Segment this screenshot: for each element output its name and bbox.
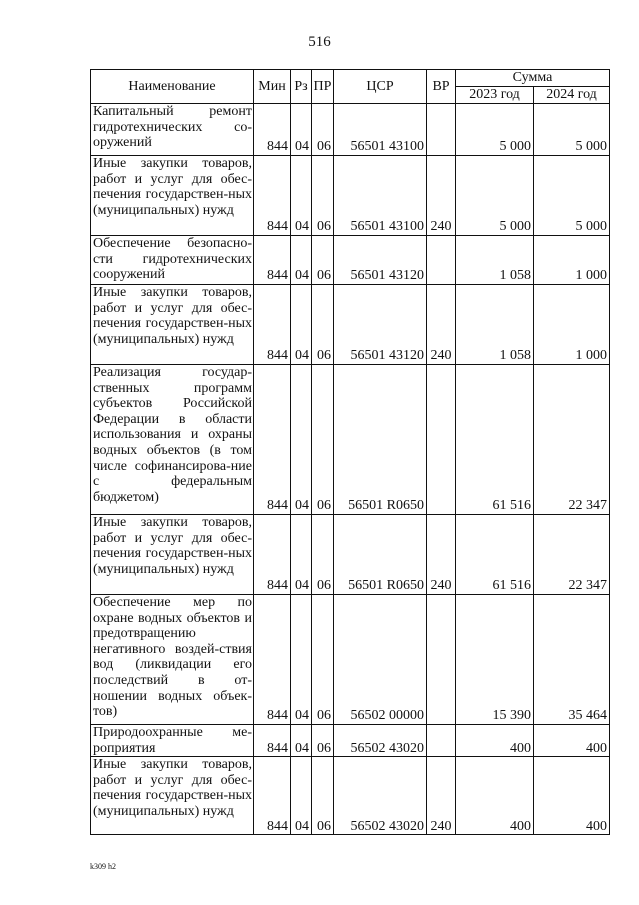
cell-pr: 06 <box>312 365 334 515</box>
cell-min: 844 <box>254 365 291 515</box>
table-row <box>91 595 610 725</box>
cell-min: 844 <box>254 156 291 236</box>
header-vr: ВР <box>427 70 456 104</box>
cell-2024: 1 000 <box>534 285 610 365</box>
cell-rz: 04 <box>291 515 312 595</box>
table-row <box>91 365 610 515</box>
header-pr: ПР <box>312 70 334 104</box>
budget-table <box>90 69 610 835</box>
cell-2024: 22 347 <box>534 515 610 595</box>
cell-2023: 15 390 <box>456 595 534 725</box>
cell-min: 844 <box>254 104 291 156</box>
cell-name: Реализация государ-ственных программ субъектов Российской Федерации в области использования и охраны водных объектов (в том числе софинансирова-ние с федеральным бюджетом) <box>91 365 254 515</box>
cell-2024: 35 464 <box>534 595 610 725</box>
table-row <box>91 725 610 757</box>
cell-vr: 240 <box>427 757 456 835</box>
cell-vr <box>427 725 456 757</box>
header-year-2024: 2024 год <box>534 87 610 104</box>
header-year-2023: 2023 год <box>456 87 534 104</box>
cell-pr: 06 <box>312 515 334 595</box>
cell-rz: 04 <box>291 725 312 757</box>
table-body <box>91 104 610 835</box>
cell-csr: 56502 43020 <box>334 725 427 757</box>
cell-2024: 400 <box>534 757 610 835</box>
cell-rz: 04 <box>291 236 312 285</box>
cell-min: 844 <box>254 757 291 835</box>
cell-2023: 1 058 <box>456 236 534 285</box>
cell-pr: 06 <box>312 757 334 835</box>
footer-code: k309 h2 <box>90 862 116 871</box>
table-row <box>91 285 610 365</box>
header-csr: ЦСР <box>334 70 427 104</box>
cell-vr <box>427 236 456 285</box>
cell-rz: 04 <box>291 595 312 725</box>
cell-name: Иные закупки товаров, работ и услуг для обес-печения государствен-ных (муниципальных) нужд <box>91 757 254 835</box>
cell-csr: 56501 R0650 <box>334 515 427 595</box>
cell-2024: 5 000 <box>534 104 610 156</box>
cell-min: 844 <box>254 595 291 725</box>
cell-min: 844 <box>254 515 291 595</box>
cell-rz: 04 <box>291 156 312 236</box>
cell-min: 844 <box>254 285 291 365</box>
cell-name: Обеспечение безопасно-сти гидротехнических сооружений <box>91 236 254 285</box>
cell-2024: 400 <box>534 725 610 757</box>
cell-vr: 240 <box>427 156 456 236</box>
table-row <box>91 156 610 236</box>
cell-rz: 04 <box>291 365 312 515</box>
cell-min: 844 <box>254 236 291 285</box>
cell-csr: 56501 43100 <box>334 104 427 156</box>
cell-name: Капитальный ремонт гидротехнических со-оружений <box>91 104 254 156</box>
cell-vr <box>427 104 456 156</box>
cell-2024: 1 000 <box>534 236 610 285</box>
cell-2023: 61 516 <box>456 365 534 515</box>
cell-rz: 04 <box>291 285 312 365</box>
cell-2023: 400 <box>456 757 534 835</box>
cell-pr: 06 <box>312 595 334 725</box>
cell-csr: 56501 43100 <box>334 156 427 236</box>
cell-pr: 06 <box>312 156 334 236</box>
cell-2024: 5 000 <box>534 156 610 236</box>
header-rz: Рз <box>291 70 312 104</box>
page-number: 516 <box>308 34 331 50</box>
cell-vr: 240 <box>427 285 456 365</box>
cell-vr <box>427 365 456 515</box>
cell-rz: 04 <box>291 104 312 156</box>
cell-csr: 56501 43120 <box>334 285 427 365</box>
cell-pr: 06 <box>312 285 334 365</box>
cell-vr <box>427 595 456 725</box>
table-row <box>91 515 610 595</box>
header-sum: Сумма <box>456 70 610 87</box>
cell-csr: 56502 00000 <box>334 595 427 725</box>
cell-name: Иные закупки товаров, работ и услуг для обес-печения государствен-ных (муниципальных) нужд <box>91 156 254 236</box>
cell-name: Иные закупки товаров, работ и услуг для обес-печения государствен-ных (муниципальных) нужд <box>91 515 254 595</box>
table-row <box>91 104 610 156</box>
cell-name: Природоохранные ме-роприятия <box>91 725 254 757</box>
cell-2023: 61 516 <box>456 515 534 595</box>
cell-name: Иные закупки товаров, работ и услуг для обес-печения государствен-ных (муниципальных) нужд <box>91 285 254 365</box>
cell-vr: 240 <box>427 515 456 595</box>
cell-rz: 04 <box>291 757 312 835</box>
cell-min: 844 <box>254 725 291 757</box>
cell-2023: 5 000 <box>456 104 534 156</box>
cell-csr: 56501 43120 <box>334 236 427 285</box>
cell-pr: 06 <box>312 104 334 156</box>
table-row <box>91 757 610 835</box>
cell-name: Обеспечение мер по охране водных объектов и предотвращению негативного воздей-ствия вод (ликвидации его последствий в от-ношении водных объек-тов) <box>91 595 254 725</box>
header-name: Наименование <box>91 70 254 104</box>
cell-2023: 400 <box>456 725 534 757</box>
cell-csr: 56501 R0650 <box>334 365 427 515</box>
cell-2023: 5 000 <box>456 156 534 236</box>
table-row <box>91 236 610 285</box>
header-min: Мин <box>254 70 291 104</box>
cell-pr: 06 <box>312 725 334 757</box>
cell-csr: 56502 43020 <box>334 757 427 835</box>
cell-2023: 1 058 <box>456 285 534 365</box>
cell-2024: 22 347 <box>534 365 610 515</box>
cell-pr: 06 <box>312 236 334 285</box>
